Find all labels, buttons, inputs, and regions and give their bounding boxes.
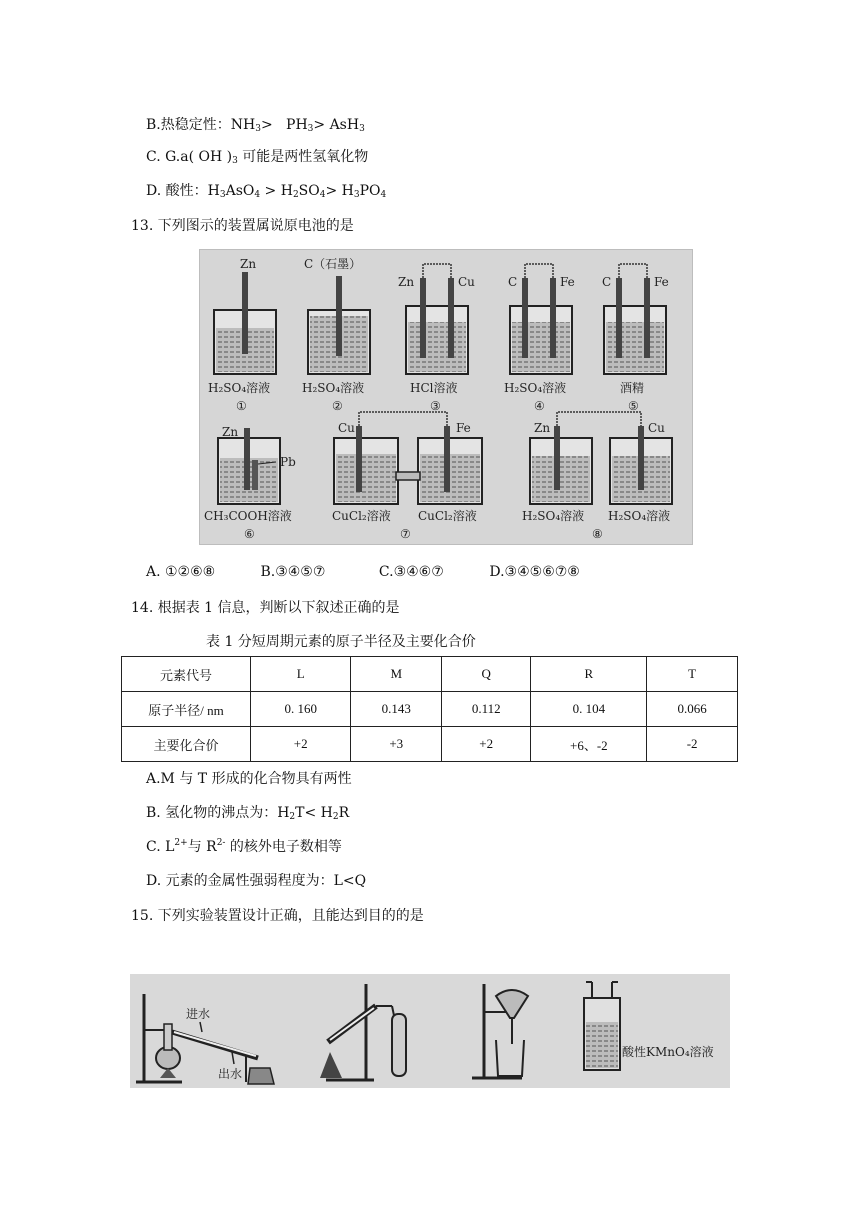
q13-option-a: A. ①②⑥⑧ [146,564,216,580]
svg-text:Cu: Cu [648,421,665,435]
q12-option-b: B.热稳定性：$NH_3> PH_3> AsH_3$ [146,117,365,134]
q13-options [146,564,580,580]
svg-text:C: C [508,275,518,289]
svg-text:进水: 进水 [186,1007,211,1021]
table-row: 元素代号 L M Q R T [122,657,738,692]
svg-text:③: ③ [430,399,441,413]
svg-text:Zn: Zn [534,421,551,435]
galvanic-cells-diagram [200,250,692,544]
svg-text:酸性KMnO₄溶液: 酸性KMnO₄溶液 [622,1045,714,1059]
distillation-apparatus [136,994,274,1084]
cell-7 [332,412,482,541]
q13-stem: 13. 下列图示的装置属说原电池的是 [131,218,354,234]
svg-text:Fe: Fe [456,421,471,435]
svg-text:④: ④ [534,399,545,413]
svg-text:⑧: ⑧ [592,527,603,541]
q14-stem: 14. 根据表 1 信息，判断以下叙述正确的是 [131,600,400,616]
svg-text:HCl溶液: HCl溶液 [410,381,458,395]
svg-text:H₂SO₄溶液: H₂SO₄溶液 [302,381,365,395]
svg-text:H₂SO₄溶液: H₂SO₄溶液 [608,509,671,523]
svg-text:Fe: Fe [654,275,669,289]
q12-option-c: C. G.a( OH )$_3$ 可能是两性氢氧化物 [146,149,369,166]
svg-text:②: ② [332,399,343,413]
q13-option-b: B.③④⑤⑦ [260,564,326,580]
svg-text:Cu: Cu [338,421,355,435]
table-row: 原子半径/ nm 0. 160 0.143 0.112 0. 104 0.066 [122,692,738,727]
cell-8 [522,412,672,541]
cell-1 [208,257,276,413]
heating-apparatus [320,984,406,1080]
svg-text:⑥: ⑥ [244,527,255,541]
q14-table [121,656,738,762]
q14-option-b: B. 氢化物的沸点为：$H_2T< H_2R$ [146,805,350,822]
cell-4 [504,264,575,413]
separating-funnel-apparatus [472,984,528,1078]
svg-text:⑤: ⑤ [628,399,639,413]
svg-text:Pb: Pb [280,455,296,469]
table-row: 主要化合价 +2 +3 +2 +6、-2 -2 [122,727,738,762]
cell-5 [602,264,669,413]
cell-6 [204,425,296,541]
q15-figure [130,974,730,1088]
svg-text:Fe: Fe [560,275,575,289]
q13-figure [199,249,693,545]
q14-option-a: A.M 与 T 形成的化合物具有两性 [146,771,352,787]
svg-text:H₂SO₄溶液: H₂SO₄溶液 [522,509,585,523]
cell-2 [302,257,370,413]
svg-text:①: ① [236,399,247,413]
q12-option-d: D. 酸性：$H_3AsO_4 > H_2SO_4> H_3PO_4$ [146,183,387,200]
q15-stem: 15. 下列实验装置设计正确，且能达到目的的是 [131,908,424,924]
svg-text:Zn: Zn [398,275,415,289]
svg-text:⑦: ⑦ [400,527,411,541]
svg-text:C: C [602,275,612,289]
q14-option-d: D. 元素的金属性强弱程度为：L<Q [146,873,367,889]
q14-option-c: C. $L^{2+}$与 $R^{2-}$ 的核外电子数相等 [146,838,342,855]
svg-text:C（石墨）: C（石墨） [304,257,362,271]
svg-text:CH₃COOH溶液: CH₃COOH溶液 [204,509,292,523]
svg-text:H₂SO₄溶液: H₂SO₄溶液 [208,381,271,395]
lab-apparatus-diagram [130,974,730,1088]
q13-option-c: C.③④⑥⑦ [378,564,444,580]
svg-text:CuCl₂溶液: CuCl₂溶液 [418,509,477,523]
svg-text:Zn: Zn [222,425,239,439]
q13-option-d: D.③④⑤⑥⑦⑧ [489,564,580,580]
q14-table-caption: 表 1 分短周期元素的原子半径及主要化合价 [206,634,476,650]
cell-3 [398,264,475,413]
svg-text:Cu: Cu [458,275,475,289]
svg-text:Zn: Zn [240,257,257,271]
svg-text:CuCl₂溶液: CuCl₂溶液 [332,509,391,523]
gas-washing-bottle [584,982,714,1070]
svg-text:H₂SO₄溶液: H₂SO₄溶液 [504,381,567,395]
svg-text:出水: 出水 [218,1067,243,1081]
svg-text:酒精: 酒精 [620,381,645,395]
